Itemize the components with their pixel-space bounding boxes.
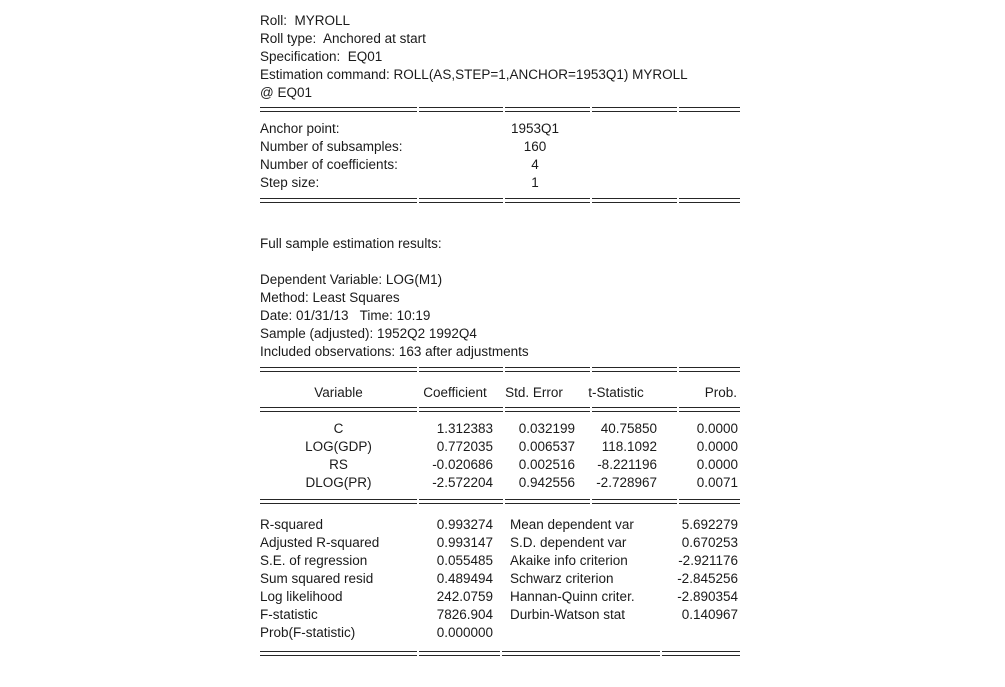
stats-row [260, 624, 740, 642]
summary-value: 160 [523, 139, 547, 154]
sample-line: Sample (adjusted): 1952Q2 1992Q4 [260, 326, 477, 341]
std-error-column-header: Std. Error [505, 385, 563, 400]
summary-label: Number of subsamples: [260, 139, 403, 154]
prob-cell: 0.0000 [696, 457, 738, 472]
stats-table-body [260, 504, 740, 651]
stats-row [260, 552, 740, 570]
stats-row [260, 570, 740, 588]
std-error-cell: 0.006537 [518, 439, 575, 454]
dependent-variable-line: Dependent Variable: LOG(M1) [260, 272, 443, 287]
summary-row [260, 120, 740, 138]
coefficient-cell: 1.312383 [436, 421, 493, 436]
date-time-line: Date: 01/31/13 Time: 10:19 [260, 308, 431, 323]
roll-results-document [260, 12, 740, 656]
prob-column-header: Prob. [704, 385, 737, 400]
rule-segment [679, 367, 740, 372]
coef-row [260, 474, 740, 492]
stat-label: Hannan-Quinn criter. [510, 589, 635, 604]
stat-label: Akaike info criterion [510, 553, 628, 568]
rule-segment [662, 651, 740, 656]
stat-label: Prob(F-statistic) [260, 625, 356, 640]
coef-row [260, 420, 740, 438]
rule-segment [679, 499, 740, 504]
rule-segment [592, 107, 677, 112]
rule-segment [592, 198, 677, 203]
variable-cell: DLOG(PR) [305, 475, 372, 490]
rule-segment [419, 198, 503, 203]
stat-label: Schwarz criterion [510, 571, 614, 586]
rule-segment [260, 651, 417, 656]
double-rule [260, 107, 740, 112]
summary-label: Step size: [260, 175, 320, 190]
rule-segment [260, 407, 417, 412]
stat-value: 0.489494 [436, 571, 493, 586]
stat-label: Durbin-Watson stat [510, 607, 626, 622]
t-statistic-column-header: t-Statistic [588, 385, 644, 400]
stat-label: R-squared [260, 517, 324, 532]
rule-segment [505, 407, 590, 412]
std-error-cell: 0.002516 [518, 457, 575, 472]
summary-spacer [653, 120, 740, 138]
coefficient-cell: 0.772035 [436, 439, 493, 454]
estimation-command-line: Estimation command: ROLL(AS,STEP=1,ANCHOR=1953Q1) MYROLL [260, 67, 688, 82]
double-rule [260, 407, 740, 412]
rule-segment [592, 499, 677, 504]
summary-spacer [653, 138, 740, 156]
variable-column-header: Variable [314, 385, 363, 400]
observations-line: Included observations: 163 after adjustments [260, 344, 529, 359]
t-statistic-cell: -8.221196 [597, 457, 657, 472]
stat-label: S.D. dependent var [510, 535, 627, 550]
stat-value [660, 624, 740, 642]
stat-value: -2.845256 [677, 571, 738, 586]
summary-row [260, 156, 740, 174]
summary-value: 1 [531, 175, 539, 190]
summary-row [260, 174, 740, 192]
rule-segment [505, 198, 590, 203]
stat-label: Sum squared resid [260, 571, 374, 586]
coef-table-body [260, 412, 740, 499]
double-rule [260, 499, 740, 504]
stat-value: 7826.904 [436, 607, 493, 622]
rule-segment [419, 499, 503, 504]
coefficient-cell: -2.572204 [432, 475, 493, 490]
stat-label: Log likelihood [260, 589, 343, 604]
stat-label: Adjusted R-squared [260, 535, 380, 550]
stats-spacer [493, 588, 510, 606]
summary-spacer [653, 156, 740, 174]
specification-line: Specification: EQ01 [260, 49, 383, 64]
estimation-command-line-2: @ EQ01 [260, 85, 312, 100]
rule-segment [419, 407, 503, 412]
stats-row [260, 516, 740, 534]
variable-cell: LOG(GDP) [305, 439, 372, 454]
rule-segment [592, 367, 677, 372]
rule-segment [419, 367, 503, 372]
rule-segment [679, 107, 740, 112]
coef-row [260, 456, 740, 474]
roll-info-block [260, 12, 740, 102]
stat-value: 0.993147 [436, 535, 493, 550]
stats-spacer [493, 534, 510, 552]
coef-table-header [260, 372, 740, 407]
stats-spacer [493, 516, 510, 534]
full-sample-title: Full sample estimation results: [260, 236, 442, 251]
rule-segment [419, 651, 500, 656]
stat-value: -2.890354 [677, 589, 738, 604]
rule-segment [260, 367, 417, 372]
method-line: Method: Least Squares [260, 290, 400, 305]
stat-label [510, 624, 660, 642]
coef-row [260, 438, 740, 456]
coefficient-column-header: Coefficient [423, 385, 487, 400]
stat-value: 0.140967 [681, 607, 738, 622]
t-statistic-cell: 118.1092 [601, 439, 657, 454]
roll-type-line: Roll type: Anchored at start [260, 31, 426, 46]
rule-segment [419, 107, 503, 112]
stat-label: S.E. of regression [260, 553, 368, 568]
stat-value: 0.670253 [681, 535, 738, 550]
coefficient-cell: -0.020686 [432, 457, 493, 472]
rule-segment [260, 499, 417, 504]
stat-value: 242.0759 [436, 589, 493, 604]
stat-value: 0.993274 [436, 517, 493, 532]
full-sample-block [260, 235, 740, 361]
prob-cell: 0.0000 [696, 421, 738, 436]
rule-segment [505, 107, 590, 112]
rule-segment [505, 499, 590, 504]
rule-segment [260, 198, 417, 203]
rule-segment [505, 367, 590, 372]
stat-label: F-statistic [260, 607, 318, 622]
rule-segment [679, 407, 740, 412]
stats-spacer [493, 552, 510, 570]
summary-row [260, 138, 740, 156]
variable-cell: RS [329, 457, 348, 472]
summary-value: 1953Q1 [510, 121, 560, 136]
stat-value: 0.055485 [436, 553, 493, 568]
stat-label: Mean dependent var [510, 517, 634, 532]
blank-line [260, 253, 740, 271]
t-statistic-cell: -2.728967 [596, 475, 657, 490]
prob-cell: 0.0071 [696, 475, 738, 490]
double-rule [260, 367, 740, 372]
t-statistic-cell: 40.75850 [600, 421, 657, 436]
rule-segment [260, 107, 417, 112]
stats-row [260, 606, 740, 624]
roll-summary-table [260, 112, 740, 198]
variable-cell: C [333, 421, 344, 436]
stats-row [260, 534, 740, 552]
summary-label: Anchor point: [260, 121, 340, 136]
stat-value: -2.921176 [678, 553, 738, 568]
summary-label: Number of coefficients: [260, 157, 398, 172]
stats-spacer [493, 624, 510, 642]
stat-value: 5.692279 [681, 517, 738, 532]
stat-value: 0.000000 [436, 625, 493, 640]
double-rule [260, 651, 740, 656]
rule-segment [502, 651, 660, 656]
rule-segment [679, 198, 740, 203]
summary-spacer [653, 174, 740, 192]
rule-segment [592, 407, 677, 412]
roll-name-line: Roll: MYROLL [260, 13, 351, 28]
prob-cell: 0.0000 [696, 439, 738, 454]
double-rule [260, 198, 740, 203]
std-error-cell: 0.032199 [518, 421, 575, 436]
stats-row [260, 588, 740, 606]
std-error-cell: 0.942556 [518, 475, 575, 490]
stats-spacer [493, 570, 510, 588]
stats-spacer [493, 606, 510, 624]
summary-value: 4 [531, 157, 539, 172]
